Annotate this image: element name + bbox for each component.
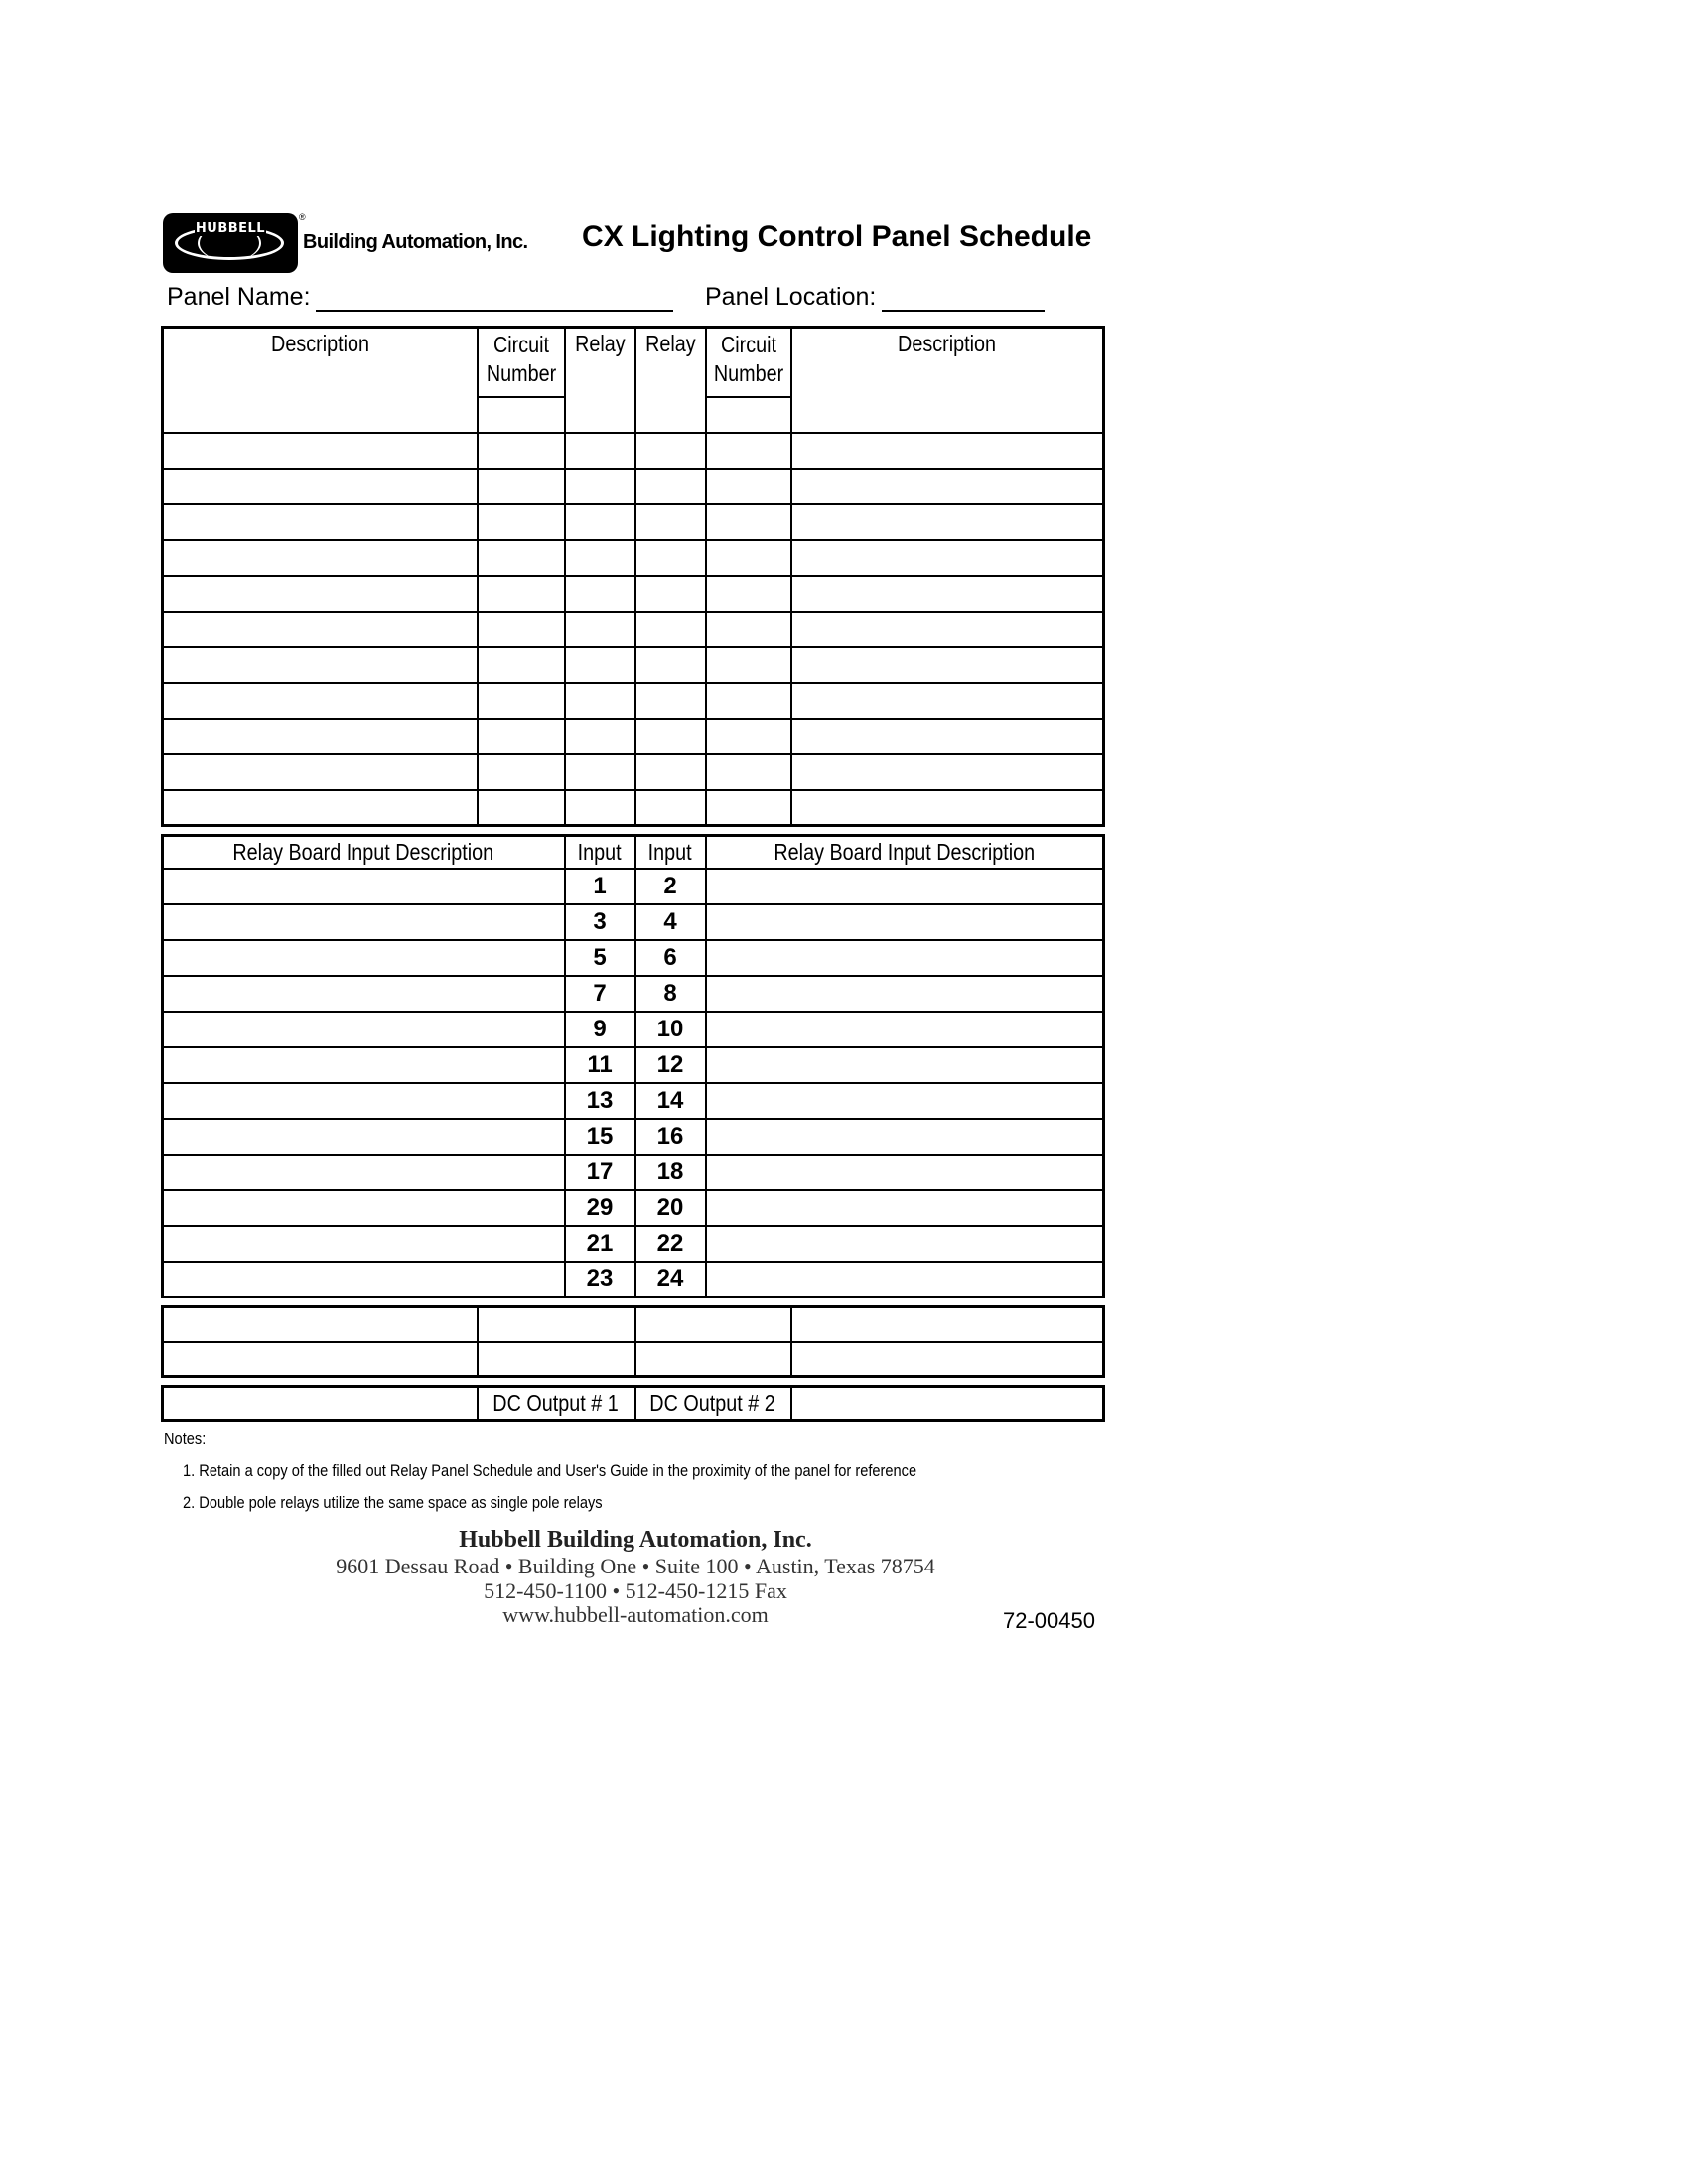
relay-cell[interactable] (706, 790, 791, 826)
relay-cell[interactable] (163, 790, 478, 826)
input-description-cell[interactable] (163, 1119, 565, 1155)
relay-row (163, 719, 1104, 754)
dc-output-table (161, 1385, 1105, 1422)
relay-cell[interactable] (565, 647, 635, 683)
input-description-cell[interactable] (706, 1083, 1104, 1119)
circuit-number-right-header: Circuit Number (706, 328, 791, 397)
input-description-cell[interactable] (706, 1262, 1104, 1297)
relay-cell[interactable] (706, 469, 791, 504)
relay-cell[interactable] (163, 469, 478, 504)
relay-cell[interactable] (478, 683, 565, 719)
input-description-cell[interactable] (163, 1190, 565, 1226)
circuit-number-right-cell[interactable] (706, 397, 791, 433)
relay-cell[interactable] (565, 469, 635, 504)
page-title: CX Lighting Control Panel Schedule (582, 220, 1092, 253)
input-number-left: 7 (565, 976, 635, 1012)
relay-cell[interactable] (706, 683, 791, 719)
relay-cell[interactable] (478, 612, 565, 647)
relay-row (163, 683, 1104, 719)
input-row (163, 1083, 1104, 1119)
relay-cell[interactable] (478, 540, 565, 576)
relay-cell[interactable] (478, 719, 565, 754)
relay-cell[interactable] (635, 719, 706, 754)
relay-cell[interactable] (706, 719, 791, 754)
relay-cell[interactable] (478, 433, 565, 469)
relay-cell[interactable] (791, 719, 1104, 754)
relay-cell[interactable] (635, 433, 706, 469)
input-description-cell[interactable] (706, 976, 1104, 1012)
input-description-cell[interactable] (706, 1047, 1104, 1083)
input-number-right: 18 (635, 1155, 706, 1190)
input-number-right: 16 (635, 1119, 706, 1155)
relay-cell[interactable] (163, 683, 478, 719)
relay-cell[interactable] (635, 647, 706, 683)
relay-cell[interactable] (565, 719, 635, 754)
input-number-right: 20 (635, 1190, 706, 1226)
input-number-right: 22 (635, 1226, 706, 1262)
relay-cell[interactable] (163, 754, 478, 790)
relay-cell[interactable] (706, 504, 791, 540)
input-description-cell[interactable] (706, 1155, 1104, 1190)
relay-cell[interactable] (791, 683, 1104, 719)
relay-cell[interactable] (706, 576, 791, 612)
input-description-cell[interactable] (163, 1155, 565, 1190)
relay-cell[interactable] (791, 540, 1104, 576)
relay-cell[interactable] (163, 540, 478, 576)
relay-row (163, 790, 1104, 826)
input-description-cell[interactable] (163, 1262, 565, 1297)
input-number-right: 24 (635, 1262, 706, 1297)
relay-cell[interactable] (635, 540, 706, 576)
relay-cell[interactable] (791, 433, 1104, 469)
blank-cell[interactable] (791, 1342, 1104, 1377)
input-number-right: 14 (635, 1083, 706, 1119)
input-left-header: Input (565, 836, 635, 869)
relay-cell[interactable] (478, 754, 565, 790)
input-description-right-header: Relay Board Input Description (706, 836, 1104, 869)
input-description-cell[interactable] (163, 869, 565, 904)
blank-output-table (161, 1305, 1105, 1378)
input-description-cell[interactable] (163, 1047, 565, 1083)
registered-mark: ® (299, 212, 306, 222)
footer-address: 9601 Dessau Road • Building One • Suite 100 • Austin, Texas 78754 (336, 1554, 935, 1578)
input-right-header: Input (635, 836, 706, 869)
relay-cell[interactable] (163, 576, 478, 612)
relay-row (163, 647, 1104, 683)
relay-cell[interactable] (565, 683, 635, 719)
footer-company: Hubbell Building Automation, Inc. (459, 1527, 812, 1553)
input-number-left: 17 (565, 1155, 635, 1190)
input-number-left: 23 (565, 1262, 635, 1297)
dc-output-1-label: DC Output # 1 (478, 1387, 635, 1421)
relay-cell[interactable] (635, 790, 706, 826)
relay-cell[interactable] (635, 683, 706, 719)
relay-cell[interactable] (791, 576, 1104, 612)
note-item: 1. Retain a copy of the filled out Relay Panel Schedule and User's Guide in the proximity of the panel for reference (183, 1461, 917, 1480)
input-number-left: 11 (565, 1047, 635, 1083)
relay-cell[interactable] (163, 504, 478, 540)
input-description-cell[interactable] (163, 940, 565, 976)
relay-cell[interactable] (706, 754, 791, 790)
input-row (163, 1155, 1104, 1190)
input-number-left: 1 (565, 869, 635, 904)
relay-cell[interactable] (791, 469, 1104, 504)
panel-location-field[interactable] (882, 310, 1045, 312)
dc-blank-cell[interactable] (163, 1387, 478, 1421)
input-description-cell[interactable] (163, 1083, 565, 1119)
input-row (163, 940, 1104, 976)
relay-schedule-table (161, 326, 1105, 827)
relay-cell[interactable] (163, 433, 478, 469)
input-row (163, 904, 1104, 940)
input-description-cell[interactable] (706, 904, 1104, 940)
logo-text: HUBBELL (195, 221, 266, 236)
company-name: Building Automation, Inc. (303, 231, 528, 253)
relay-row (163, 612, 1104, 647)
relay-cell[interactable] (478, 647, 565, 683)
blank-cell[interactable] (163, 1342, 478, 1377)
relay-row (163, 754, 1104, 790)
input-number-left: 13 (565, 1083, 635, 1119)
panel-name-field[interactable] (316, 310, 673, 312)
relay-cell[interactable] (706, 540, 791, 576)
blank-cell[interactable] (791, 1307, 1104, 1342)
relay-cell[interactable] (478, 469, 565, 504)
input-description-cell[interactable] (163, 1226, 565, 1262)
relay-cell[interactable] (791, 647, 1104, 683)
footer-website: www.hubbell-automation.com (502, 1602, 769, 1627)
relay-cell[interactable] (706, 433, 791, 469)
input-row (163, 1190, 1104, 1226)
input-row (163, 1226, 1104, 1262)
input-row (163, 869, 1104, 904)
relay-cell[interactable] (565, 504, 635, 540)
input-description-cell[interactable] (706, 869, 1104, 904)
dc-blank-cell[interactable] (791, 1387, 1104, 1421)
relay-cell[interactable] (635, 754, 706, 790)
relay-cell[interactable] (791, 612, 1104, 647)
relay-right-header: Relay (635, 328, 706, 433)
blank-cell[interactable] (635, 1307, 791, 1342)
input-number-right: 6 (635, 940, 706, 976)
relay-cell[interactable] (635, 504, 706, 540)
relay-cell[interactable] (565, 754, 635, 790)
input-number-right: 12 (635, 1047, 706, 1083)
relay-cell[interactable] (565, 790, 635, 826)
panel-location-label: Panel Location: (705, 283, 877, 311)
input-number-left: 15 (565, 1119, 635, 1155)
input-number-right: 4 (635, 904, 706, 940)
input-row (163, 1262, 1104, 1297)
input-number-right: 8 (635, 976, 706, 1012)
relay-cell[interactable] (791, 790, 1104, 826)
footer-phone: 512-450-1100 • 512-450-1215 Fax (484, 1578, 787, 1603)
description-right-header: Description (791, 328, 1104, 433)
blank-cell[interactable] (635, 1342, 791, 1377)
relay-cell[interactable] (565, 433, 635, 469)
relay-row (163, 540, 1104, 576)
relay-cell[interactable] (635, 576, 706, 612)
input-description-cell[interactable] (706, 1190, 1104, 1226)
relay-row (163, 469, 1104, 504)
relay-cell[interactable] (163, 719, 478, 754)
input-description-cell[interactable] (706, 1119, 1104, 1155)
dc-output-2-label: DC Output # 2 (635, 1387, 791, 1421)
relay-row (163, 576, 1104, 612)
input-number-left: 5 (565, 940, 635, 976)
relay-cell[interactable] (635, 612, 706, 647)
note-item: 2. Double pole relays utilize the same space as single pole relays (183, 1493, 603, 1512)
relay-cell[interactable] (791, 754, 1104, 790)
relay-cell[interactable] (478, 504, 565, 540)
input-number-left: 3 (565, 904, 635, 940)
input-number-left: 9 (565, 1012, 635, 1047)
blank-cell[interactable] (478, 1342, 635, 1377)
description-left-header: Description (163, 328, 478, 433)
relay-board-input-table (161, 834, 1105, 1298)
relay-cell[interactable] (706, 612, 791, 647)
blank-cell[interactable] (478, 1307, 635, 1342)
relay-cell[interactable] (791, 504, 1104, 540)
relay-cell[interactable] (565, 576, 635, 612)
input-number-right: 10 (635, 1012, 706, 1047)
input-description-cell[interactable] (163, 976, 565, 1012)
input-number-right: 2 (635, 869, 706, 904)
relay-cell[interactable] (478, 576, 565, 612)
input-description-cell[interactable] (163, 904, 565, 940)
input-description-cell[interactable] (706, 1226, 1104, 1262)
hubbell-logo (163, 213, 298, 273)
relay-cell[interactable] (706, 647, 791, 683)
input-row (163, 1119, 1104, 1155)
input-row (163, 1012, 1104, 1047)
relay-left-header: Relay (565, 328, 635, 433)
circuit-number-left-cell[interactable] (478, 397, 565, 433)
input-description-left-header: Relay Board Input Description (163, 836, 565, 869)
relay-cell[interactable] (565, 612, 635, 647)
input-row (163, 976, 1104, 1012)
relay-cell[interactable] (478, 790, 565, 826)
relay-cell[interactable] (163, 647, 478, 683)
relay-cell[interactable] (565, 540, 635, 576)
relay-row (163, 433, 1104, 469)
relay-cell[interactable] (163, 612, 478, 647)
input-description-cell[interactable] (706, 1012, 1104, 1047)
blank-cell[interactable] (163, 1307, 478, 1342)
panel-name-label: Panel Name: (167, 283, 311, 311)
input-description-cell[interactable] (706, 940, 1104, 976)
input-row (163, 1047, 1104, 1083)
document-number: 72-00450 (1003, 1608, 1095, 1633)
input-description-cell[interactable] (163, 1012, 565, 1047)
circuit-number-left-header: Circuit Number (478, 328, 565, 397)
notes-heading: Notes: (164, 1430, 207, 1448)
relay-row (163, 504, 1104, 540)
relay-cell[interactable] (635, 469, 706, 504)
input-number-left: 21 (565, 1226, 635, 1262)
input-number-left: 29 (565, 1190, 635, 1226)
